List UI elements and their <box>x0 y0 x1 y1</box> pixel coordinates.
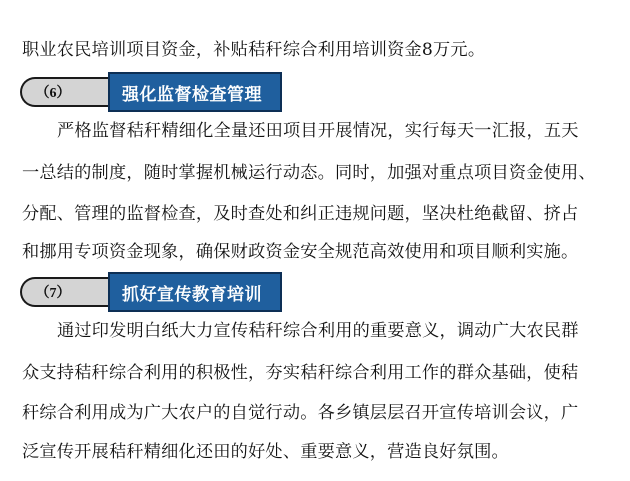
paragraph-line: 职业农民培训项目资金，补贴秸秆综合利用培训资金8万元。 <box>22 40 486 60</box>
paragraph-line: 泛宣传开展秸秆精细化还田的好处、重要意义，营造良好氛围。 <box>22 442 509 462</box>
section-heading-6 <box>20 72 282 112</box>
paragraph-line: 和挪用专项资金现象，确保财政资金安全规范高效使用和项目顺利实施。 <box>22 242 579 262</box>
paragraph-line: 秆综合利用成为广大农户的自觉行动。各乡镇层层召开宣传培训会议，广 <box>22 403 579 423</box>
section-title: 强化监督检查管理 <box>108 72 282 112</box>
paragraph-line: 通过印发明白纸大力宣传秸秆综合利用的重要意义，调动广大农民群 <box>57 321 579 341</box>
section-number-pill: （6） <box>20 77 108 107</box>
paragraph-line: 分配、管理的监督检查，及时查处和纠正违规问题，坚决杜绝截留、挤占 <box>22 204 579 224</box>
section-title: 抓好宣传教育培训 <box>108 272 282 312</box>
paragraph-line: 众支持秸秆综合利用的积极性，夯实秸秆综合利用工作的群众基础，使秸 <box>22 363 579 383</box>
section-number-pill: （7） <box>20 277 108 307</box>
paragraph-line: 一总结的制度，随时掌握机械运行动态。同时，加强对重点项目资金使用、 <box>22 163 596 183</box>
paragraph-line: 严格监督秸秆精细化全量还田项目开展情况，实行每天一汇报，五天 <box>57 121 579 141</box>
section-heading-7 <box>20 272 282 312</box>
